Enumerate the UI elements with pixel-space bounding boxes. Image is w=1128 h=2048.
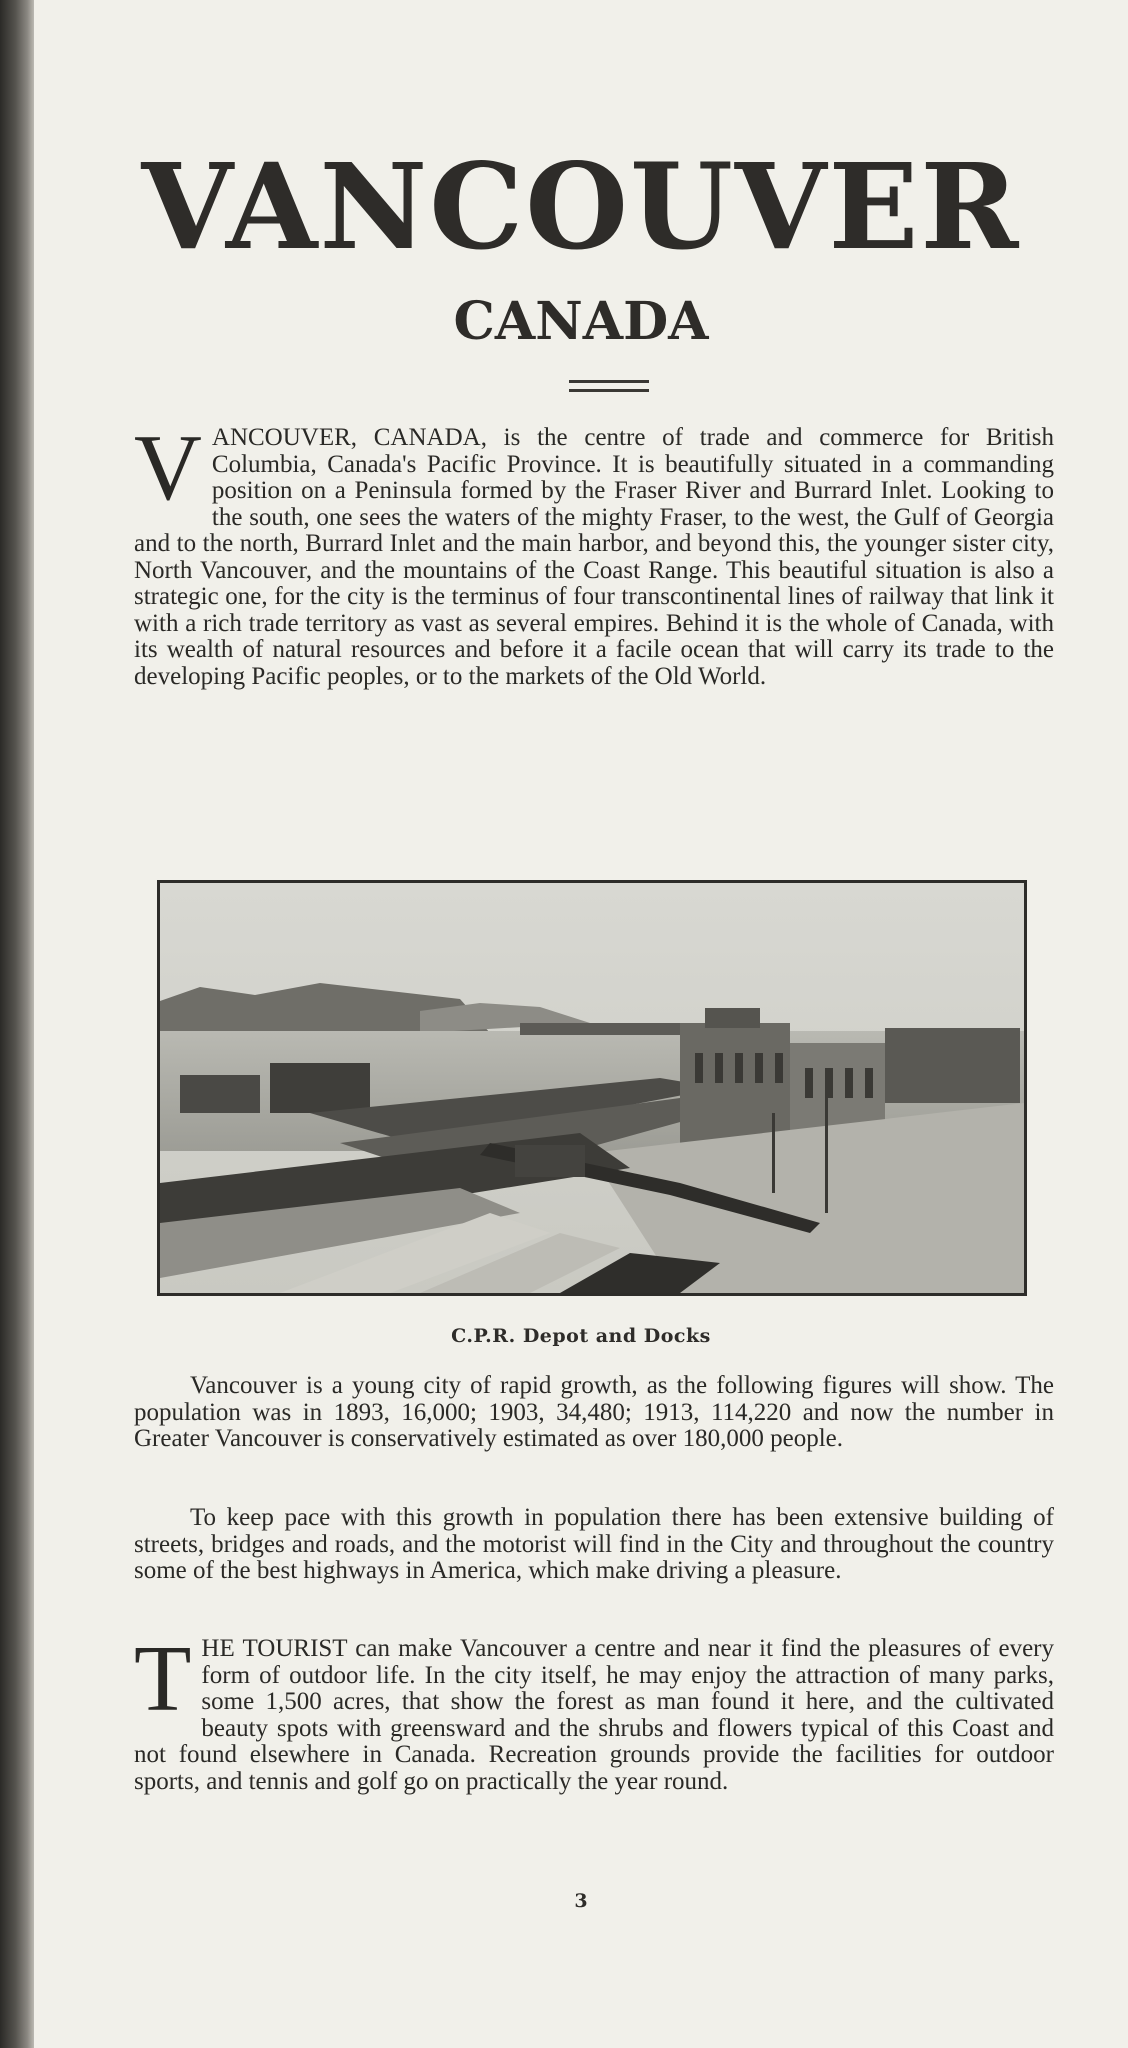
book-spine-edge xyxy=(0,0,34,2048)
depot-docks-photo xyxy=(157,880,1027,1296)
drop-cap-t: T xyxy=(134,1627,192,1731)
photo-caption: C.P.R. Depot and Docks xyxy=(451,1325,711,1347)
page-number: 3 xyxy=(574,1890,588,1912)
drop-cap-v: V xyxy=(134,416,202,520)
page-title: VANCOUVER xyxy=(141,137,1021,276)
title-divider xyxy=(569,380,649,392)
intro-paragraph xyxy=(134,416,1054,690)
intro-text: ANCOUVER, CANADA, is the centre of trade and commerce for British Columbia, Canada's Pacific Province. It is beautifully situated in a commanding position on a Peninsula formed by the Fraser River and Burrard Inlet. Looking to the south, one sees the waters of the mighty Fraser, to the west, the Gulf of Georgia and to the north, Burrard Inlet and the main harbor, and beyond this, the younger sister city, North Vancouver, and the mountains of the Coast Range. This beautiful situation is also a strategic one, for the city is the terminus of four transcontinental lines of railway that link it with a rich trade territory as vast as several empires. Behind it is the whole of Canada, with its wealth of natural resources and before it a facile ocean that will carry its trade to the developing Pacific peoples, or to the markets of the Old World. xyxy=(134,424,1054,690)
growth-paragraph: Vancouver is a young city of rapid growth, as the following figures will show. The population was in 1893, 16,000; 1903, 34,480; 1913, 114,220 and now the number in Greater Vancouver is conservatively estimated as over 180,000 people. xyxy=(134,1372,1054,1452)
roads-paragraph: To keep pace with this growth in population there has been extensive building of streets, bridges and roads, and the motorist will find in the City and throughout the country some of the best highways in America, which make driving a pleasure. xyxy=(134,1504,1054,1584)
tourist-text: HE TOURIST can make Vancouver a centre and near it find the pleasures of every form of outdoor life. In the city itself, he may enjoy the attraction of many parks, some 1,500 acres, that show the forest as man found it here, and the cultivated beauty spots with greensward and the shrubs and flowers typical of this Coast and not found elsewhere in Canada. Recreation grounds provide the facilities for outdoor sports, and tennis and golf go on practically the year round. xyxy=(134,1635,1054,1795)
page-subtitle: CANADA xyxy=(453,291,709,352)
tourist-paragraph xyxy=(134,1627,1054,1795)
document-page xyxy=(34,0,1128,2048)
